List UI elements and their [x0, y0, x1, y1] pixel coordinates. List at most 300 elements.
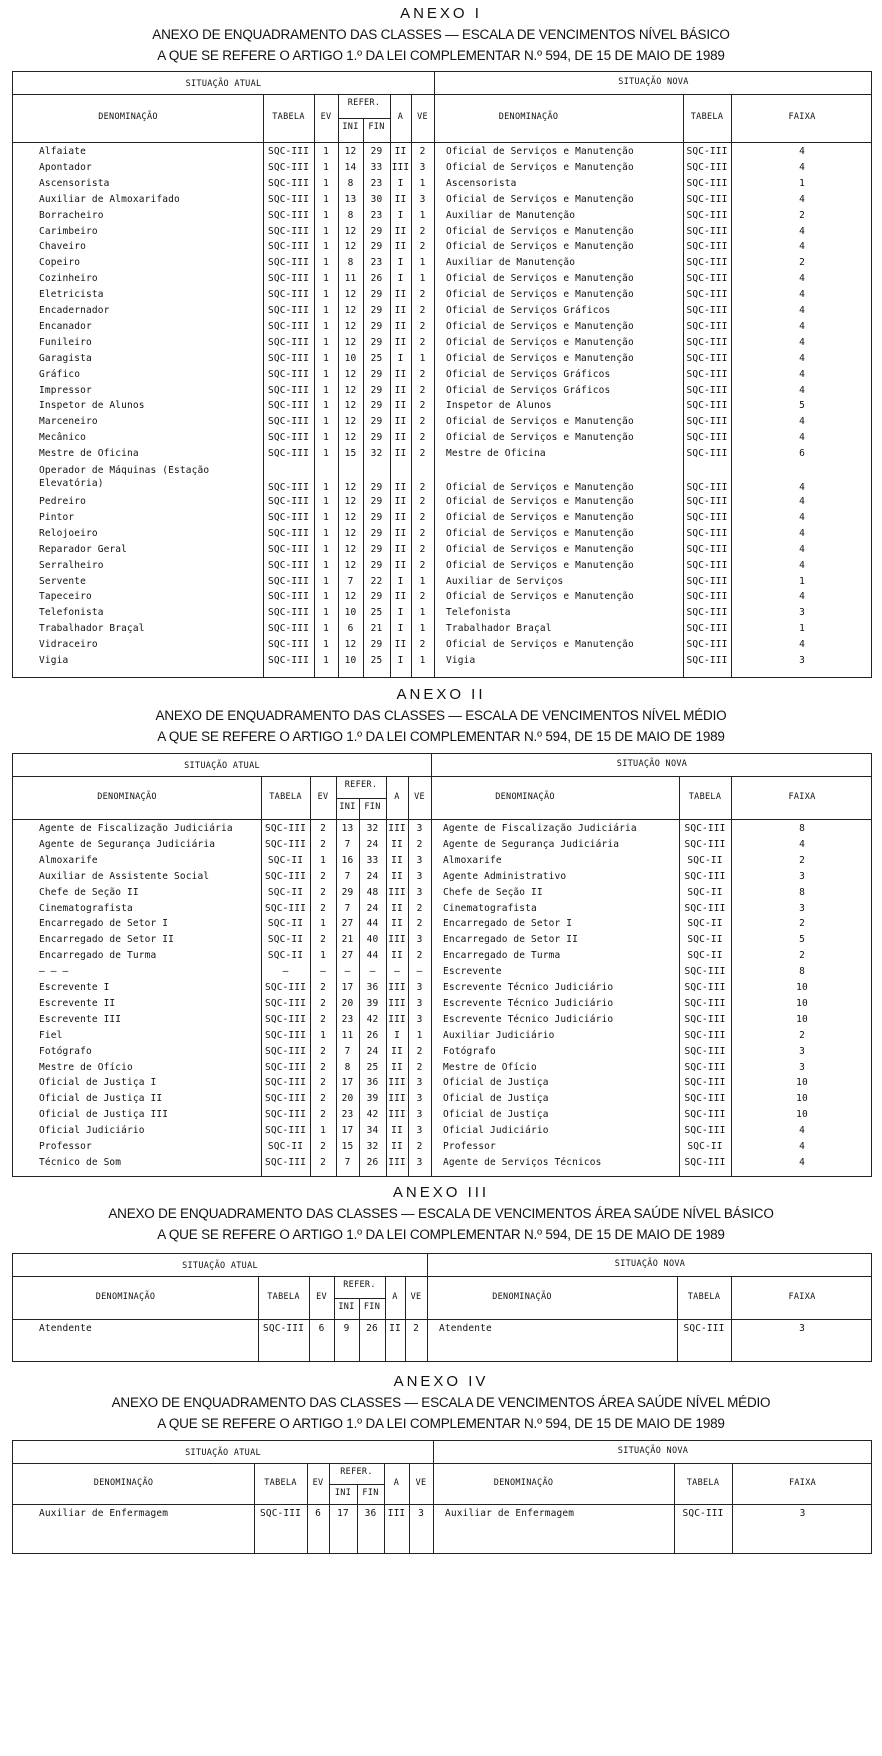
cell-ev: 1	[323, 384, 329, 396]
annex-subtitle: ANEXO DE ENQUADRAMENTO DAS CLASSES — ESCALA DE VENCIMENTOS ÁREA SAÚDE NÍVEL BÁSICO	[108, 1206, 774, 1221]
cell-a: II	[391, 1125, 403, 1137]
cell-fin: 23	[370, 257, 383, 269]
annex-table	[12, 1440, 872, 1554]
cell-ini: 7	[344, 870, 351, 882]
header-ini: INI	[338, 1301, 355, 1312]
cell-denominacao-nova: Atendente	[439, 1323, 492, 1334]
cell-denominacao: Fotógrafo	[39, 1045, 92, 1057]
cell-tabela-nova: SQC-III	[684, 823, 726, 834]
cell-tabela-nova: SQC-II	[687, 1141, 723, 1152]
cell-ini: 11	[344, 273, 357, 285]
cell-fin: 44	[366, 950, 379, 962]
column-rule	[385, 1276, 386, 1361]
cell-denominacao-nova: Chefe de Seção II	[443, 886, 543, 898]
cell-faixa: 10	[796, 1093, 808, 1105]
cell-ini: 7	[344, 902, 351, 914]
cell-ini: 12	[344, 432, 357, 444]
cell-denominacao: Almoxarife	[39, 854, 98, 866]
cell-fin: 26	[370, 273, 383, 285]
cell-tabela-nova: SQC-III	[686, 257, 728, 269]
cell-faixa: 1	[799, 177, 805, 189]
cell-ini: 29	[341, 886, 354, 898]
cell-fin: 34	[366, 1125, 379, 1137]
cell-a: I	[394, 1029, 400, 1041]
cell-a: III	[388, 997, 406, 1009]
cell-fin: 44	[366, 918, 379, 930]
header-a: A	[394, 791, 400, 802]
column-rule	[357, 1484, 358, 1554]
cell-denominacao: Cinematografista	[39, 902, 133, 914]
column-rule	[386, 776, 387, 1176]
header-fin: FIN	[363, 1301, 381, 1312]
cell-tabela-nova: SQC-III	[684, 1093, 726, 1105]
header-refer: REFER.	[343, 1280, 376, 1290]
annex-subtitle: ANEXO DE ENQUADRAMENTO DAS CLASSES — ESCALA DE VENCIMENTOS ÁREA SAÚDE NÍVEL MÉDIO	[111, 1395, 771, 1410]
cell-denominacao-nova: Escrevente Técnico Judiciário	[443, 997, 614, 1009]
cell-ini: 12	[344, 289, 357, 301]
cell-denominacao-nova: Inspetor de Alunos	[446, 400, 552, 412]
cell-tabela: –	[282, 966, 289, 978]
cell-tabela: SQC-III	[264, 1045, 307, 1057]
cell-faixa: 5	[799, 934, 805, 946]
cell-ini: 13	[344, 193, 357, 205]
section-divider	[427, 1254, 428, 1361]
cell-a: II	[394, 448, 407, 460]
header-situacao-atual: SITUAÇÃO ATUAL	[182, 1261, 258, 1271]
cell-a: II	[394, 559, 407, 571]
cell-tabela-nova: SQC-III	[686, 146, 728, 157]
cell-tabela: SQC-III	[267, 639, 310, 651]
annex-heading	[0, 1183, 882, 1245]
header-ev: EV	[312, 1477, 324, 1488]
header-situacao-atual: SITUAÇÃO ATUAL	[184, 761, 260, 771]
cell-ve: 2	[419, 432, 426, 444]
annex-heading	[0, 685, 882, 747]
cell-ve: 2	[416, 1141, 423, 1152]
cell-ev: 1	[323, 400, 329, 412]
cell-fin: 29	[370, 639, 383, 651]
cell-denominacao-nova: Oficial de Serviços e Manutenção	[446, 352, 634, 364]
header-denominacao-nova: DENOMINAÇÃO	[492, 1291, 552, 1302]
cell-denominacao-nova: Auxiliar Judiciário	[443, 1029, 555, 1041]
annex-title: ANEXO IV	[393, 1373, 489, 1390]
cell-tabela-nova: SQC-III	[686, 241, 728, 253]
cell-tabela: SQC-III	[264, 1013, 307, 1025]
cell-ev: 2	[320, 1061, 326, 1073]
header-rule	[13, 1319, 871, 1320]
cell-faixa: 4	[799, 289, 805, 301]
cell-denominacao: Tapeceiro	[39, 591, 92, 603]
cell-a: III	[387, 1508, 406, 1519]
cell-tabela-nova: SQC-III	[684, 997, 726, 1009]
cell-a: II	[391, 950, 403, 962]
cell-a: III	[388, 1109, 406, 1121]
cell-ve: 3	[416, 870, 423, 882]
cell-fin: 32	[366, 1141, 379, 1152]
cell-fin: 29	[370, 543, 383, 555]
cell-denominacao-nova: Oficial de Serviços e Manutenção	[446, 289, 634, 301]
cell-faixa: 3	[799, 655, 805, 666]
header-a: A	[393, 1477, 400, 1488]
cell-ev: 1	[323, 352, 329, 364]
cell-ve: 1	[419, 257, 426, 269]
cell-ev: 1	[323, 623, 329, 635]
cell-ve: 3	[416, 982, 423, 993]
cell-denominacao: Oficial de Justiça I	[39, 1077, 157, 1089]
cell-ve: 3	[416, 823, 423, 834]
header-rule	[13, 1463, 871, 1464]
cell-tabela-nova: SQC-III	[686, 209, 728, 221]
cell-tabela: SQC-III	[267, 623, 310, 635]
cell-ini: 12	[344, 416, 357, 428]
cell-ev: 1	[323, 336, 329, 348]
cell-fin: –	[369, 966, 376, 978]
cell-tabela: SQC-III	[264, 870, 307, 882]
cell-ev: 1	[323, 177, 329, 189]
annex-heading	[0, 4, 882, 66]
cell-ev: 2	[320, 1109, 326, 1121]
cell-denominacao-nova: Auxiliar de Serviços	[446, 575, 564, 587]
cell-ev: –	[320, 966, 326, 978]
cell-ev: 1	[323, 368, 329, 380]
cell-a: II	[391, 838, 403, 850]
cell-denominacao: Pintor	[39, 511, 75, 523]
cell-a: I	[397, 273, 404, 285]
cell-tabela: SQC-III	[264, 823, 307, 834]
cell-fin: 36	[366, 982, 379, 993]
cell-denominacao-nova: Oficial de Serviços e Manutenção	[446, 591, 634, 603]
cell-tabela-nova: SQC-III	[686, 289, 728, 301]
header-refer: REFER.	[344, 780, 378, 790]
cell-ev: 2	[320, 1141, 326, 1152]
cell-tabela: SQC-III	[267, 177, 310, 189]
cell-denominacao: Escrevente II	[39, 997, 116, 1009]
cell-a: II	[394, 416, 407, 428]
cell-tabela: SQC-III	[267, 432, 310, 444]
cell-ev: 1	[320, 1125, 326, 1137]
header-rule	[13, 1504, 871, 1505]
cell-a: III	[388, 886, 406, 898]
cell-ev: 1	[323, 655, 329, 666]
header-faixa: FAIXA	[788, 1291, 816, 1302]
cell-tabela: SQC-III	[267, 368, 310, 380]
header-tabela-nova: TABELA	[687, 1291, 721, 1302]
cell-ev: 1	[323, 146, 329, 157]
cell-denominacao-nova: Fotógrafo	[443, 1045, 496, 1057]
cell-ev: 1	[323, 241, 329, 253]
cell-faixa: 4	[799, 838, 805, 850]
cell-ve: 1	[419, 623, 426, 635]
column-rule	[314, 94, 315, 677]
cell-fin: 39	[366, 997, 379, 1009]
cell-ini: 23	[341, 1109, 354, 1121]
cell-a: II	[391, 1141, 403, 1152]
cell-denominacao: Inspetor de Alunos	[39, 400, 145, 412]
cell-tabela-nova: SQC-III	[686, 352, 728, 364]
cell-ve: 1	[416, 1029, 423, 1041]
cell-ve: 2	[419, 305, 426, 316]
cell-tabela: SQC-III	[259, 1508, 302, 1519]
cell-ev: 1	[323, 591, 329, 603]
cell-denominacao: Escrevente III	[39, 1013, 122, 1025]
annex-title: ANEXO I	[400, 5, 482, 22]
cell-faixa: 10	[796, 997, 808, 1009]
cell-fin: 24	[366, 1045, 379, 1057]
column-rule	[359, 798, 360, 1177]
cell-ev: 1	[323, 273, 329, 285]
column-rule	[338, 94, 339, 677]
cell-faixa: 4	[799, 432, 805, 444]
cell-tabela-nova: SQC-II	[687, 918, 723, 930]
cell-tabela-nova: SQC-III	[686, 639, 728, 651]
cell-ev: 2	[320, 934, 326, 946]
cell-tabela-nova: SQC-III	[686, 482, 728, 493]
column-rule	[731, 94, 732, 677]
cell-ev: 1	[320, 1029, 326, 1041]
cell-ve: 2	[419, 416, 426, 428]
cell-fin: 29	[370, 225, 383, 237]
cell-a: II	[394, 639, 407, 651]
cell-ve: 2	[419, 225, 426, 237]
header-ev: EV	[320, 112, 332, 122]
cell-denominacao: Escrevente I	[39, 982, 110, 993]
cell-denominacao-nova: Oficial de Serviços e Manutenção	[446, 527, 634, 539]
cell-denominacao: Relojoeiro	[39, 527, 98, 539]
cell-a: II	[394, 511, 407, 523]
cell-tabela: SQC-III	[267, 655, 310, 666]
header-fin: FIN	[364, 801, 381, 812]
cell-ini: 12	[344, 241, 357, 253]
cell-denominacao-nova: Oficial de Serviços e Manutenção	[446, 482, 634, 493]
cell-denominacao: Atendente	[39, 1323, 92, 1334]
cell-ve: 2	[419, 448, 426, 460]
cell-a: II	[394, 305, 407, 316]
cell-ini: 16	[341, 854, 354, 866]
cell-denominacao: Vigia	[39, 655, 69, 666]
cell-ev: 1	[323, 543, 329, 555]
cell-fin: 40	[366, 934, 379, 946]
column-rule	[390, 94, 391, 677]
cell-denominacao: Impressor	[39, 384, 92, 396]
cell-ini: 8	[347, 209, 354, 221]
cell-ve: 2	[419, 511, 426, 523]
cell-denominacao-nova: Escrevente Técnico Judiciário	[443, 982, 614, 993]
cell-ve: 2	[419, 146, 426, 157]
cell-faixa: 2	[799, 1029, 805, 1041]
cell-ve: 1	[419, 177, 426, 189]
column-rule	[307, 1463, 308, 1553]
cell-faixa: 8	[799, 823, 805, 834]
cell-ve: 3	[416, 1156, 423, 1168]
cell-denominacao: Garagista	[39, 352, 92, 364]
cell-tabela-nova: SQC-III	[686, 336, 728, 348]
cell-ve: 2	[416, 950, 423, 962]
cell-ini: 15	[341, 1141, 354, 1152]
cell-tabela-nova: SQC-II	[687, 934, 723, 946]
cell-faixa: 4	[799, 496, 805, 507]
cell-denominacao-nova: Escrevente Técnico Judiciário	[443, 1013, 614, 1025]
header-refer: REFER.	[340, 1467, 373, 1477]
column-rule	[731, 776, 732, 1176]
cell-tabela: SQC-III	[267, 352, 310, 364]
cell-tabela: SQC-III	[267, 289, 310, 301]
header-tabela: TABELA	[267, 1291, 300, 1302]
cell-ev: 1	[323, 320, 329, 332]
cell-denominacao: Encarregado de Setor I	[39, 918, 169, 930]
cell-tabela-nova: SQC-III	[684, 902, 726, 914]
cell-tabela-nova: SQC-III	[686, 448, 728, 460]
cell-a: II	[391, 1045, 403, 1057]
cell-ini: 7	[344, 1045, 351, 1057]
header-ev: EV	[316, 1291, 327, 1302]
cell-a: II	[394, 384, 407, 396]
cell-ev: 1	[323, 482, 329, 493]
cell-fin: 48	[366, 886, 379, 898]
cell-ini: 20	[341, 1093, 354, 1105]
cell-denominacao-nova: Oficial de Serviços e Manutenção	[446, 320, 634, 332]
cell-denominacao-nova: Auxiliar de Manutenção	[446, 257, 576, 269]
cell-faixa: 4	[799, 305, 805, 316]
cell-denominacao: Oficial Judiciário	[39, 1125, 145, 1137]
header-situacao-atual: SITUAÇÃO ATUAL	[185, 1448, 261, 1458]
cell-ini: 15	[344, 448, 357, 460]
cell-tabela: SQC-III	[264, 997, 307, 1009]
header-tabela: TABELA	[264, 1477, 297, 1488]
cell-faixa: 10	[796, 982, 808, 993]
cell-denominacao-nova: Oficial de Justiça	[443, 1093, 549, 1105]
cell-ev: 1	[323, 448, 329, 460]
cell-ev: 2	[320, 1045, 326, 1057]
cell-denominacao: Agente de Fiscalização Judiciária	[39, 823, 233, 834]
cell-ini: 27	[341, 918, 354, 930]
cell-ev: 6	[315, 1508, 321, 1519]
cell-a: II	[394, 496, 407, 507]
cell-ini: 7	[344, 838, 351, 850]
cell-faixa: 10	[796, 1013, 808, 1025]
cell-ev: 1	[323, 416, 329, 428]
cell-denominacao-nova: Oficial de Justiça	[443, 1077, 549, 1089]
cell-ini: 12	[344, 591, 357, 603]
cell-faixa: 3	[799, 1323, 805, 1334]
cell-faixa: 2	[799, 257, 805, 269]
cell-tabela: SQC-III	[267, 257, 310, 269]
cell-ve: 2	[419, 527, 426, 539]
header-ini: INI	[342, 122, 359, 132]
cell-fin: 29	[370, 527, 383, 539]
cell-a: III	[388, 823, 406, 834]
cell-ve: 1	[419, 655, 426, 666]
cell-denominacao: Telefonista	[39, 607, 104, 619]
cell-denominacao: Oficial de Justiça III	[39, 1109, 169, 1121]
cell-ve: 3	[416, 1013, 423, 1025]
cell-tabela-nova: SQC-III	[686, 527, 728, 539]
cell-denominacao: Vidraceiro	[39, 639, 98, 651]
cell-denominacao-nova: Mestre de Oficina	[446, 448, 546, 460]
cell-denominacao-nova: Oficial de Serviços e Manutenção	[446, 496, 634, 507]
column-rule	[329, 1463, 330, 1553]
cell-denominacao-nova: Oficial de Serviços e Manutenção	[446, 225, 634, 237]
cell-faixa: 4	[799, 352, 805, 364]
cell-fin: 29	[370, 482, 383, 493]
cell-fin: 29	[370, 496, 383, 507]
cell-faixa: 3	[799, 607, 805, 619]
cell-a: I	[397, 209, 404, 221]
cell-tabela: SQC-III	[267, 575, 310, 587]
cell-tabela: SQC-III	[267, 273, 310, 285]
cell-tabela-nova: SQC-III	[684, 1109, 726, 1121]
cell-denominacao-nova: Oficial Judiciário	[443, 1125, 549, 1137]
cell-denominacao-nova: Oficial de Serviços e Manutenção	[446, 559, 634, 571]
cell-ev: 2	[320, 838, 326, 850]
header-ve: VE	[415, 1477, 427, 1488]
cell-ini: 12	[344, 146, 357, 157]
cell-denominacao-nova: Oficial de Serviços Gráficos	[446, 368, 611, 380]
cell-tabela: SQC-III	[264, 1077, 307, 1089]
cell-ini: 12	[344, 482, 357, 493]
cell-denominacao-nova: Vigia	[446, 655, 476, 666]
cell-denominacao: Chaveiro	[39, 241, 86, 253]
column-rule	[261, 776, 262, 1176]
annex-title: ANEXO II	[396, 686, 486, 703]
cell-fin: 32	[370, 448, 383, 460]
cell-tabela-nova: SQC-III	[686, 543, 728, 555]
cell-ini: 14	[344, 161, 357, 173]
cell-tabela-nova: SQC-III	[684, 1077, 726, 1089]
cell-denominacao: Trabalhador Braçal	[39, 623, 145, 635]
cell-denominacao: Professor	[39, 1141, 92, 1152]
cell-faixa: 1	[799, 623, 805, 635]
cell-tabela: SQC-III	[264, 982, 307, 993]
cell-tabela-nova: SQC-III	[686, 177, 728, 189]
cell-ev: 1	[320, 854, 326, 866]
refer-rule	[336, 798, 386, 799]
cell-a: II	[391, 1061, 403, 1073]
cell-ini: 10	[344, 607, 357, 619]
cell-fin: 25	[366, 1061, 379, 1073]
cell-fin: 29	[370, 289, 383, 301]
cell-denominacao: Reparador Geral	[39, 543, 128, 555]
header-ev: EV	[317, 791, 329, 802]
cell-a: II	[391, 918, 403, 930]
cell-denominacao: Encarregado de Turma	[39, 950, 157, 962]
cell-fin: 39	[366, 1093, 379, 1105]
cell-ini: 7	[344, 1156, 351, 1168]
cell-faixa: 4	[799, 1125, 805, 1137]
cell-a: II	[394, 591, 407, 603]
cell-tabela-nova: SQC-III	[686, 607, 728, 619]
column-rule	[334, 1276, 335, 1361]
cell-fin: 22	[370, 575, 383, 587]
cell-denominacao: Oficial de Justiça II	[39, 1093, 163, 1105]
cell-ini: 8	[347, 177, 354, 189]
header-denominacao: DENOMINAÇÃO	[98, 112, 158, 122]
cell-faixa: 1	[799, 575, 805, 587]
cell-ini: 12	[344, 559, 357, 571]
cell-ini: 10	[344, 655, 357, 666]
cell-faixa: 3	[799, 870, 805, 882]
cell-tabela: SQC-II	[267, 918, 304, 930]
cell-tabela-nova: SQC-III	[686, 623, 728, 635]
cell-a: II	[394, 193, 407, 205]
cell-denominacao: Apontador	[39, 161, 92, 173]
cell-faixa: 4	[799, 543, 805, 555]
header-situacao-nova: SITUAÇÃO NOVA	[617, 1446, 689, 1456]
cell-tabela-nova: SQC-III	[686, 511, 728, 523]
header-situacao-nova: SITUAÇÃO NOVA	[618, 77, 689, 87]
cell-faixa: 4	[799, 416, 805, 428]
cell-ve: 1	[419, 209, 426, 221]
cell-tabela-nova: SQC-III	[684, 1013, 726, 1025]
